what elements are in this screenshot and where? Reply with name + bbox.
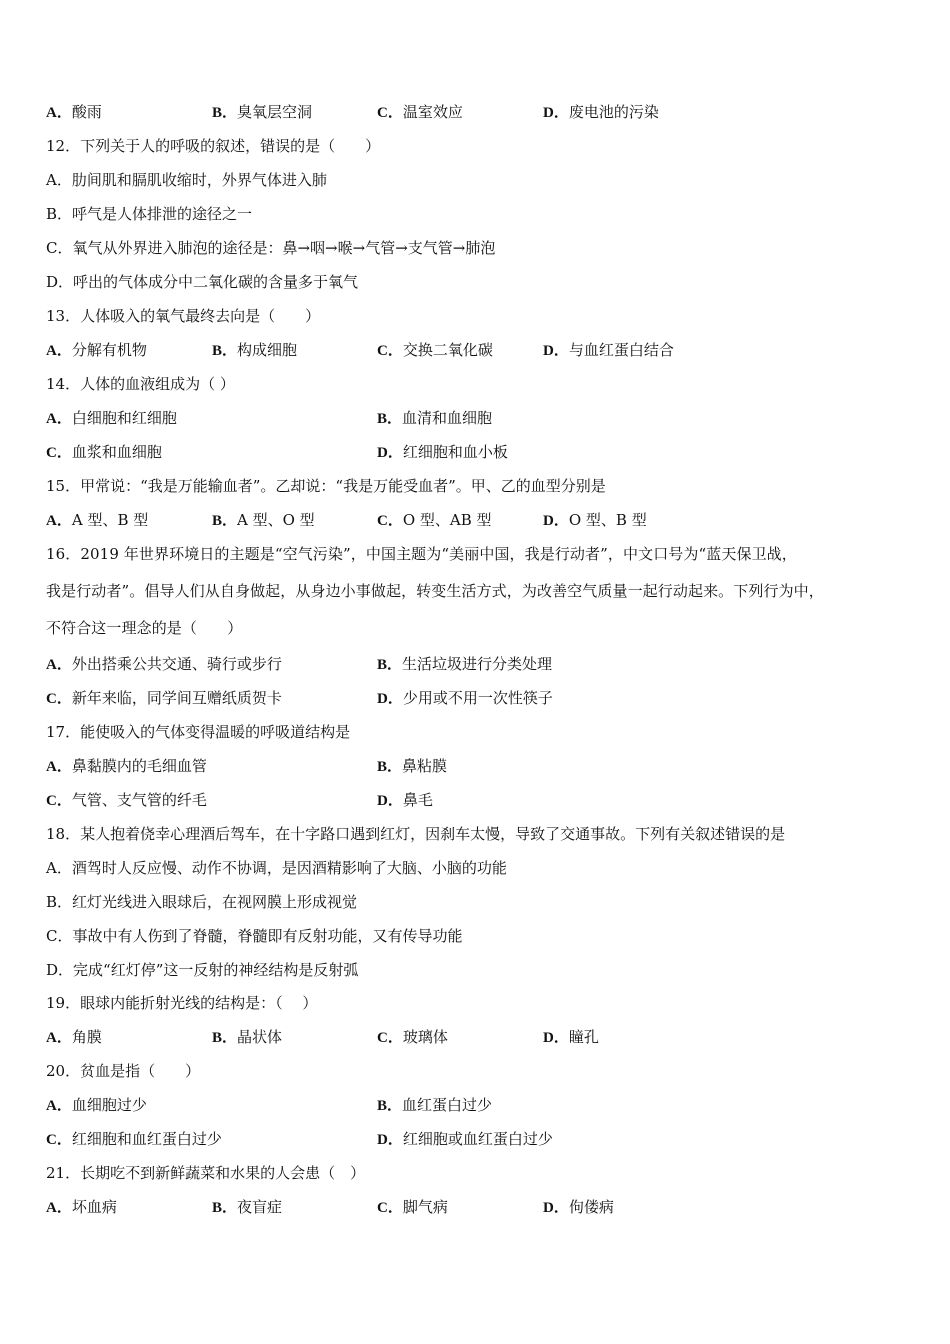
q13-option-a: A．分解有机物 [46, 341, 147, 359]
q13-options-row [46, 338, 906, 362]
q13-option-c: C．交换二氧化碳 [377, 341, 493, 359]
q20-options-row-1 [46, 1093, 906, 1117]
q13-option-b: B．构成细胞 [212, 341, 298, 359]
q21-option-c: C．脚气病 [377, 1198, 448, 1216]
q15-stem: 15．甲常说：“我是万能输血者”。乙却说：“我是万能受血者”。甲、乙的血型分别是 [46, 477, 606, 495]
q11-option-d: D．废电池的污染 [543, 103, 659, 121]
q16-option-c: C．新年来临，同学间互赠纸质贺卡 [46, 689, 282, 707]
q17-options-row-1 [46, 754, 906, 778]
q14-options-row-2 [46, 440, 906, 464]
q18-option-c: C．事故中有人伤到了脊髓，脊髓即有反射功能，又有传导功能 [46, 927, 463, 945]
q11-option-b: B．臭氧层空洞 [212, 103, 313, 121]
q17-option-b: B．鼻粘膜 [377, 757, 448, 775]
q11-options-row [46, 100, 906, 124]
q14-option-d: D．红细胞和血小板 [377, 443, 508, 461]
q20-option-b: B．血红蛋白过少 [377, 1096, 493, 1114]
q15-option-c: C．O 型、AB 型 [377, 511, 492, 529]
q16-option-b: B．生活垃圾进行分类处理 [377, 655, 553, 673]
q19-option-c: C．玻璃体 [377, 1028, 448, 1046]
q14-option-c: C．血浆和血细胞 [46, 443, 162, 461]
q17-options-row-2 [46, 788, 906, 812]
q18-option-d: D．完成“红灯停”这一反射的神经结构是反射弧 [46, 961, 359, 979]
q15-option-b: B．A 型、O 型 [212, 511, 315, 529]
q14-stem: 14．人体的血液组成为（ ） [46, 375, 235, 393]
q21-stem: 21．长期吃不到新鲜蔬菜和水果的人会患（ ） [46, 1164, 366, 1182]
q16-options-row-2 [46, 686, 906, 710]
q18-option-b: B．红灯光线进入眼球后，在视网膜上形成视觉 [46, 893, 358, 911]
q12-option-c: C．氧气从外界进入肺泡的途径是：鼻→咽→喉→气管→支气管→肺泡 [46, 239, 496, 257]
q19-option-d: D．瞳孔 [543, 1028, 599, 1046]
q15-option-d: D．O 型、B 型 [543, 511, 647, 529]
q12-stem: 12．下列关于人的呼吸的叙述，错误的是（ ） [46, 137, 381, 155]
q17-option-a: A．鼻黏膜内的毛细血管 [46, 757, 207, 775]
q20-option-c: C．红细胞和血红蛋白过少 [46, 1130, 222, 1148]
q14-options-row-1 [46, 406, 906, 430]
q12-option-d: D．呼出的气体成分中二氧化碳的含量多于氧气 [46, 273, 359, 291]
q15-option-a: A．A 型、B 型 [46, 511, 149, 529]
q16-option-d: D．少用或不用一次性筷子 [377, 689, 553, 707]
q14-option-b: B．血清和血细胞 [377, 409, 493, 427]
q16-stem-line-3: 不符合这一理念的是（ ） [46, 619, 243, 637]
q19-stem: 19．眼球内能折射光线的结构是：（ ） [46, 994, 318, 1012]
q18-option-a: A．酒驾时人反应慢、动作不协调，是因酒精影响了大脑、小脑的功能 [46, 859, 507, 877]
q21-option-a: A．坏血病 [46, 1198, 117, 1216]
q20-option-d: D．红细胞或血红蛋白过少 [377, 1130, 553, 1148]
q21-option-b: B．夜盲症 [212, 1198, 283, 1216]
q20-stem: 20．贫血是指（ ） [46, 1062, 201, 1080]
q17-stem: 17．能使吸入的气体变得温暖的呼吸道结构是 [46, 723, 351, 741]
q16-option-a: A．外出搭乘公共交通、骑行或步行 [46, 655, 282, 673]
q11-option-a: A．酸雨 [46, 103, 102, 121]
q11-option-c: C．温室效应 [377, 103, 463, 121]
q21-option-d: D．佝偻病 [543, 1198, 614, 1216]
q20-options-row-2 [46, 1127, 906, 1151]
q21-options-row [46, 1195, 906, 1219]
q18-stem: 18．某人抱着侥幸心理酒后驾车，在十字路口遇到红灯，因刹车太慢，导致了交通事故。下列有关叙述错误的是 [46, 825, 786, 843]
q19-option-b: B．晶状体 [212, 1028, 283, 1046]
q16-options-row-1 [46, 652, 906, 676]
q19-option-a: A．角膜 [46, 1028, 102, 1046]
q14-option-a: A．白细胞和红细胞 [46, 409, 177, 427]
q13-option-d: D．与血红蛋白结合 [543, 341, 674, 359]
q16-stem-line-2: 我是行动者”。倡导人们从自身做起，从身边小事做起，转变生活方式，为改善空气质量一起行动起来。下列行为中， [46, 582, 824, 600]
q12-option-a: A．肋间肌和膈肌收缩时，外界气体进入肺 [46, 171, 327, 189]
q16-stem-line-1: 16．2019 年世界环境日的主题是“空气污染”，中国主题为“美丽中国，我是行动者”，中文口号为“蓝天保卫战， [46, 545, 797, 563]
q12-option-b: B．呼气是人体排泄的途径之一 [46, 205, 253, 223]
q13-stem: 13．人体吸入的氧气最终去向是（ ） [46, 307, 321, 325]
q19-options-row [46, 1025, 906, 1049]
q17-option-c: C．气管、支气管的纤毛 [46, 791, 207, 809]
q20-option-a: A．血细胞过少 [46, 1096, 147, 1114]
q15-options-row [46, 508, 906, 532]
q17-option-d: D．鼻毛 [377, 791, 433, 809]
